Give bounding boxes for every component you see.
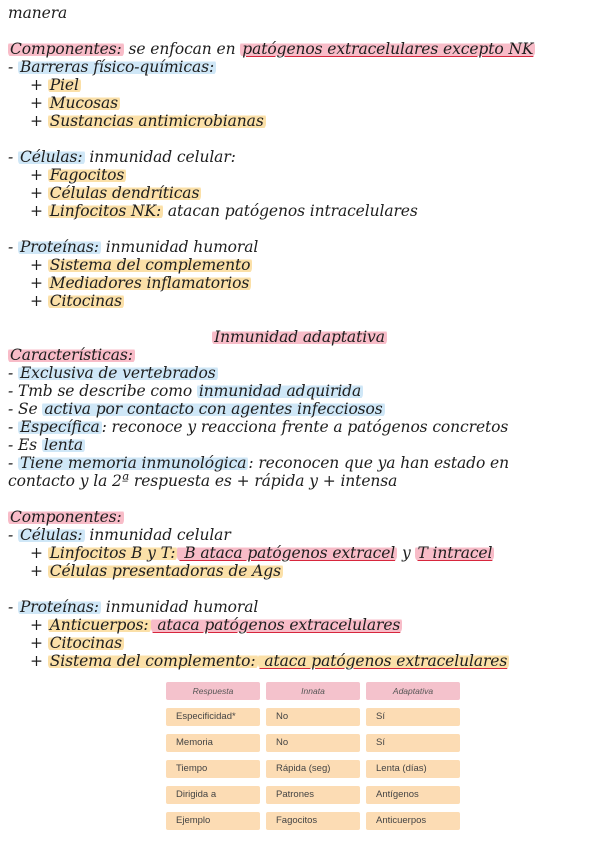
plus-bullet: +	[30, 616, 43, 634]
item-sustancias: Sustancias antimicrobianas	[49, 112, 264, 130]
plus-bullet: +	[30, 166, 43, 184]
item-nk: Linfocitos NK:	[49, 202, 162, 220]
bullet-dash: -	[8, 238, 18, 256]
table-cell: Antígenos	[366, 786, 460, 804]
plus-bullet: +	[30, 274, 43, 292]
bullet-dash: -	[8, 418, 18, 436]
table-cell: Dirigida a	[166, 786, 260, 804]
item-complemento: Sistema del complemento:	[49, 652, 256, 670]
line-text: inmunidad humoral	[100, 598, 259, 616]
table-header-cell: Adaptativa	[366, 682, 460, 700]
table-cell: Anticuerpos	[366, 812, 460, 830]
line-text: : reconoce y reacciona frente a patógenos concretos	[101, 418, 509, 436]
list-item	[8, 418, 508, 436]
item-proteinas: Proteínas:	[19, 238, 99, 256]
bullet-dash: -	[8, 598, 18, 616]
highlight-text: T intracel	[417, 544, 493, 562]
highlight-text: patógenos extracelulares excepto NK	[242, 40, 534, 58]
list-item	[30, 652, 509, 670]
line-text: - Se	[8, 400, 43, 418]
highlight-text: Tiene memoria inmunológica	[19, 454, 247, 472]
plus-bullet: +	[30, 544, 43, 562]
bullet-dash: -	[8, 58, 18, 76]
list-item	[30, 202, 418, 220]
list-item	[30, 274, 251, 292]
line-text: atacan patógenos intracelulares	[163, 202, 418, 220]
table-cell: No	[266, 708, 360, 726]
item-barreras: Barreras físico-químicas:	[19, 58, 215, 76]
item-celulas: Células:	[19, 148, 83, 166]
heading-text: Características:	[10, 346, 133, 364]
list-item	[30, 166, 126, 184]
list-item	[8, 598, 258, 616]
line-text: inmunidad celular	[84, 526, 231, 544]
table-cell: Sí	[366, 734, 460, 752]
highlight-text: Exclusiva de vertebrados	[19, 364, 216, 382]
plus-bullet: +	[30, 634, 43, 652]
table-cell: Fagocitos	[266, 812, 360, 830]
item-citocinas: Citocinas	[49, 634, 123, 652]
table-cell: Especificidad*	[166, 708, 260, 726]
highlight-text: B ataca patógenos extracel	[179, 544, 396, 562]
item-fagocitos: Fagocitos	[49, 166, 125, 184]
text-line	[8, 4, 67, 22]
section-title	[0, 328, 599, 346]
table-header-cell: Respuesta	[166, 682, 260, 700]
heading-text: Componentes:	[10, 508, 122, 526]
plus-bullet: +	[30, 184, 43, 202]
line-text: y	[397, 544, 416, 562]
bullet-dash: -	[8, 526, 18, 544]
item-piel: Piel	[49, 76, 79, 94]
plus-bullet: +	[30, 562, 43, 580]
list-item	[8, 364, 218, 382]
line-text: inmunidad celular:	[84, 148, 236, 166]
line-text: - Es	[8, 436, 42, 454]
table-cell: Patrones	[266, 786, 360, 804]
item-citocinas: Citocinas	[49, 292, 123, 310]
list-item	[8, 400, 385, 418]
item-anticuerpos: Anticuerpos:	[49, 616, 149, 634]
item-dendriticas: Células dendríticas	[49, 184, 200, 202]
table-cell: Ejemplo	[166, 812, 260, 830]
plus-bullet: +	[30, 76, 43, 94]
table-header-cell: Innata	[266, 682, 360, 700]
item-celulas: Células:	[19, 526, 83, 544]
line-text: se enfocan en	[123, 40, 241, 58]
plus-bullet: +	[30, 94, 43, 112]
heading-componentes-adaptativa	[8, 508, 124, 526]
plus-bullet: +	[30, 652, 43, 670]
table-cell: Lenta (días)	[366, 760, 460, 778]
title-inmunidad-adaptativa: Inmunidad adaptativa	[214, 328, 385, 346]
bullet-dash: -	[8, 364, 18, 382]
table-cell: Rápida (seg)	[266, 760, 360, 778]
list-item	[8, 382, 363, 400]
list-item	[30, 634, 124, 652]
line-text: : reconocen que ya han estado en	[248, 454, 510, 472]
plus-bullet: +	[30, 292, 43, 310]
list-item	[30, 184, 201, 202]
list-item	[30, 562, 283, 580]
list-item	[8, 526, 231, 544]
list-item	[8, 58, 216, 76]
table-cell: Memoria	[166, 734, 260, 752]
text-line	[8, 472, 397, 490]
item-proteinas: Proteínas:	[19, 598, 99, 616]
line-text: manera	[8, 4, 68, 22]
table-cell: Tiempo	[166, 760, 260, 778]
plus-bullet: +	[30, 202, 43, 220]
list-item	[30, 112, 266, 130]
plus-bullet: +	[30, 112, 43, 130]
bullet-dash: -	[8, 454, 18, 472]
line-text: inmunidad humoral	[100, 238, 259, 256]
highlight-text: Específica	[19, 418, 100, 436]
item-linfocitos-bt: Linfocitos B y T:	[49, 544, 176, 562]
list-item	[30, 616, 402, 634]
item-mediadores: Mediadores inflamatorios	[49, 274, 250, 292]
section-components-innate	[8, 40, 535, 58]
highlight-text: ataca patógenos extracelulares	[259, 652, 508, 670]
line-text: - Tmb se describe como	[8, 382, 197, 400]
highlight-text: activa por contacto con agentes infecciosos	[44, 400, 383, 418]
heading-caracteristicas	[8, 346, 135, 364]
item-presentadoras: Células presentadoras de Ags	[49, 562, 281, 580]
plus-bullet: +	[30, 256, 43, 274]
list-item	[30, 544, 494, 562]
heading-componentes: Componentes:	[10, 40, 122, 58]
list-item	[8, 238, 258, 256]
item-mucosas: Mucosas	[49, 94, 119, 112]
list-item	[8, 454, 509, 472]
highlight-text: ataca patógenos extracelulares	[152, 616, 401, 634]
item-complemento: Sistema del complemento	[49, 256, 251, 274]
highlight-text: lenta	[43, 436, 83, 454]
bullet-dash: -	[8, 148, 18, 166]
list-item	[8, 148, 236, 166]
list-item	[30, 256, 252, 274]
list-item	[30, 76, 81, 94]
list-item	[30, 94, 120, 112]
line-text: contacto y la 2ª respuesta es + rápida y + intensa	[8, 472, 398, 490]
highlight-text: inmunidad adquirida	[198, 382, 362, 400]
table-cell: Sí	[366, 708, 460, 726]
table-cell: No	[266, 734, 360, 752]
list-item	[30, 292, 124, 310]
list-item	[8, 436, 85, 454]
